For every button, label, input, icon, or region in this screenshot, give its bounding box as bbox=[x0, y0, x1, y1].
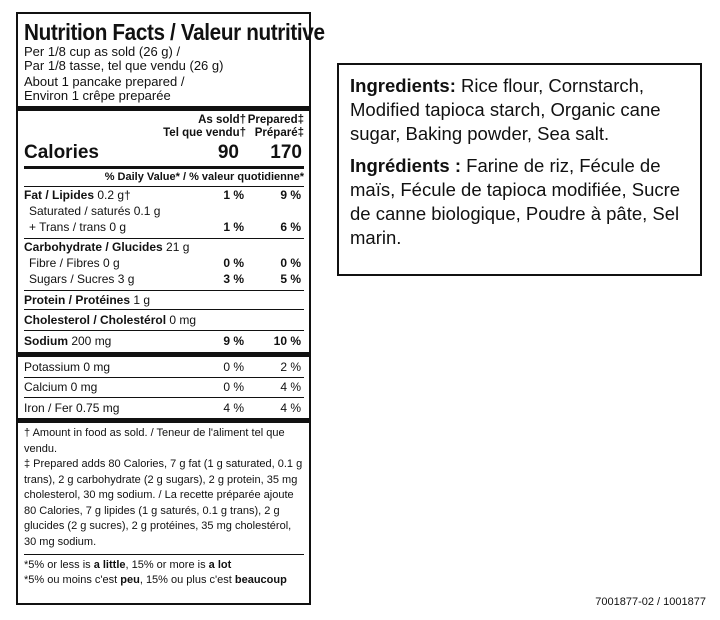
prepared-size-en: About 1 pancake prepared / bbox=[24, 74, 185, 89]
prepared-en: Prepared‡ bbox=[247, 114, 304, 126]
ingredients-fr bbox=[350, 154, 692, 250]
nutrient-row bbox=[24, 239, 304, 255]
nutrient-name: Carbohydrate / Glucides bbox=[24, 240, 163, 254]
ingredients-text-fr: Farine de riz, Fécule de maïs, Fécule de tapioca modifiée, Sucre de canne biologique, Poudre à pâte, Sel marin. bbox=[350, 155, 681, 248]
nutrient-row bbox=[24, 255, 304, 271]
dv-prepared: 6 % bbox=[280, 220, 301, 234]
nutrient-name: Potassium 0 mg bbox=[24, 360, 111, 374]
nutrient-row bbox=[24, 291, 304, 309]
nutrient-row bbox=[24, 271, 304, 287]
ingredients-en bbox=[350, 74, 692, 146]
dv-prepared: 4 % bbox=[280, 401, 301, 415]
calories-prepared: 170 bbox=[270, 142, 302, 163]
product-code: 7001877-02 / 1001877 bbox=[595, 596, 706, 608]
dv-prepared: 9 % bbox=[280, 188, 301, 202]
dv-as-sold: 9 % bbox=[223, 334, 244, 348]
dv-prepared: 2 % bbox=[280, 360, 301, 374]
dv-as-sold: 1 % bbox=[223, 220, 244, 234]
ingredients-label-fr: Ingrédients : bbox=[350, 155, 462, 176]
divider bbox=[24, 554, 304, 555]
nutrient-row bbox=[24, 357, 304, 377]
dv-as-sold: 0 % bbox=[223, 256, 244, 270]
as-sold-fr: Tel que vendu† bbox=[163, 127, 246, 139]
nutrient-name: + Trans / trans 0 g bbox=[29, 220, 127, 234]
nutrient-row bbox=[24, 203, 304, 219]
ingredients-panel bbox=[337, 63, 702, 276]
nutrient-name: Cholesterol / Cholestérol bbox=[24, 313, 167, 327]
dv-prepared: 0 % bbox=[280, 256, 301, 270]
ingredients-label-en: Ingredients: bbox=[350, 75, 456, 96]
dv-note-fr: *5% ou moins c'est peu, 15% ou plus c'est beaucoup bbox=[24, 574, 287, 586]
nutrient-name: Sugars / Sucres 3 g bbox=[29, 272, 135, 286]
nutrient-amount: 0.2 g† bbox=[94, 188, 131, 202]
dv-as-sold: 4 % bbox=[223, 401, 244, 415]
divider bbox=[18, 418, 309, 423]
nutrient-row bbox=[24, 219, 304, 235]
nutrient-name: Fat / Lipides bbox=[24, 188, 95, 202]
nutrition-facts-panel bbox=[16, 12, 325, 605]
ingredients-text-en: Rice flour, Cornstarch, Modified tapioca starch, Organic cane sugar, Baking powder, Sea salt. bbox=[350, 75, 661, 144]
nutrient-row bbox=[24, 378, 304, 397]
dv-note-en: *5% or less is a little, 15% or more is a lot bbox=[24, 559, 232, 571]
dv-prepared: 10 % bbox=[273, 334, 301, 348]
nutrient-row bbox=[24, 331, 304, 352]
prepared-size-fr: Environ 1 crêpe preparée bbox=[24, 88, 171, 103]
dv-as-sold: 3 % bbox=[223, 272, 244, 286]
nutrient-amount: 0 mg bbox=[166, 313, 197, 327]
nutrition-title: Nutrition Facts / Valeur nutritive bbox=[24, 19, 325, 45]
dv-as-sold: 0 % bbox=[223, 360, 244, 374]
prepared-header bbox=[248, 114, 304, 140]
as-sold-header bbox=[163, 114, 246, 140]
dv-as-sold: 1 % bbox=[223, 188, 244, 202]
footnote-as-sold: † Amount in food as sold. / Teneur de l'aliment tel que vendu. bbox=[24, 427, 285, 455]
nutrient-name: Calcium 0 mg bbox=[24, 380, 98, 394]
dv-as-sold: 0 % bbox=[223, 380, 244, 394]
calories-row bbox=[24, 140, 304, 166]
nutrient-amount: 1 g bbox=[130, 293, 151, 307]
nutrient-name: Sodium bbox=[24, 334, 68, 348]
nutrient-name: Fibre / Fibres 0 g bbox=[29, 256, 120, 270]
dv-prepared: 4 % bbox=[280, 380, 301, 394]
serving-size-fr: Par 1/8 tasse, tel que vendu (26 g) bbox=[24, 58, 224, 73]
prepared-fr: Préparé‡ bbox=[254, 127, 304, 139]
nutrient-name: Protein / Protéines bbox=[24, 293, 131, 307]
calories-as-sold: 90 bbox=[217, 142, 239, 163]
daily-value-header: % Daily Value* / % valeur quotidienne* bbox=[104, 171, 304, 183]
calories-label: Calories bbox=[24, 142, 99, 163]
nutrient-row bbox=[24, 187, 304, 203]
nutrient-name: Saturated / saturés 0.1 g bbox=[29, 204, 161, 218]
nutrient-row bbox=[24, 398, 304, 418]
column-headers bbox=[24, 111, 304, 140]
nutrient-amount: 21 g bbox=[162, 240, 190, 254]
footnote-prepared: ‡ Prepared adds 80 Calories, 7 g fat (1 g saturated, 0.1 g trans), 2 g carbohydrate (2 g sugars), 2 g protein, 35 mg cholesterol, 30 mg sodium. / La recette préparée ajoute 80 Calories, 7 g lipides (1 g saturés, 0.1 g trans), 2 g glucides (2 g sucres), 2 g protéines, 35 mg cholestérol, 30 mg sodium. bbox=[24, 458, 303, 548]
nutrient-row bbox=[24, 310, 304, 330]
dv-prepared: 5 % bbox=[280, 272, 301, 286]
as-sold-en: As sold† bbox=[198, 114, 246, 126]
serving-size-en: Per 1/8 cup as sold (26 g) / bbox=[24, 44, 181, 59]
nutrient-name: Iron / Fer 0.75 mg bbox=[24, 401, 120, 415]
nutrient-amount: 200 mg bbox=[68, 334, 112, 348]
